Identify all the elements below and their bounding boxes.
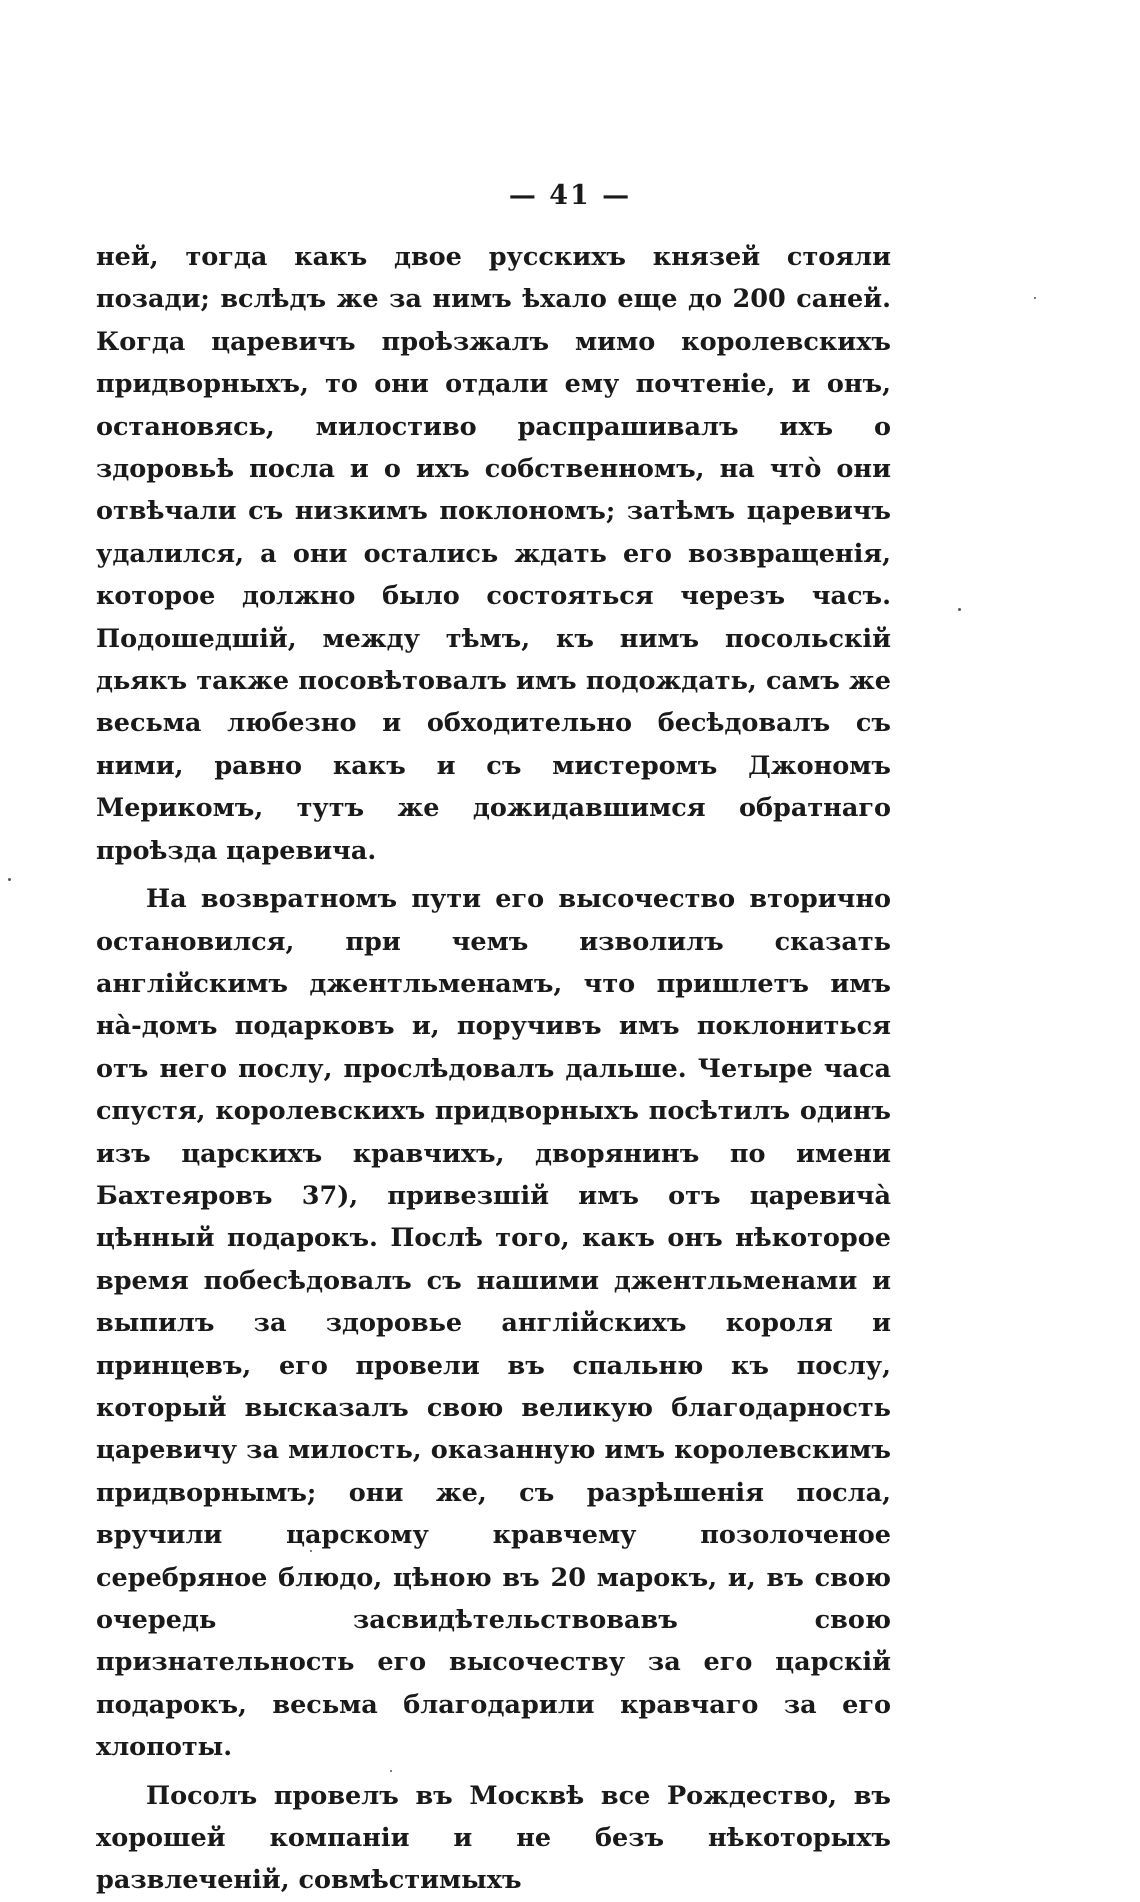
scan-speck bbox=[1034, 297, 1036, 299]
scan-speck bbox=[390, 1770, 392, 1772]
paragraph-1: ней, тогда какъ двое русскихъ князей стояли позади; вслѣдъ же за нимъ ѣхало еще до 200 саней. Когда царевичъ проѣзжалъ мимо королевскихъ придворныхъ, то они отдали ему почтеніе, и онъ, остановясь, милостиво распрашивалъ ихъ о здоровьѣ посла и о ихъ собственномъ, на что̀ они отвѣчали съ низкимъ поклономъ; затѣмъ царевичъ удалился, а они остались ждать его возвращенія, которое должно было состояться черезъ часъ. Подошедшій, между тѣмъ, къ нимъ посольскій дьякъ также посовѣтовалъ имъ подождать, самъ же весьма любезно и обходительно бесѣдовалъ съ ними, равно какъ и съ мистеромъ Джономъ Мерикомъ, тутъ же дожидавшимся обратнаго проѣзда царевича. bbox=[96, 242, 891, 866]
body-text bbox=[96, 236, 891, 1902]
page-number: — 41 — bbox=[508, 180, 632, 211]
scan-speck bbox=[958, 608, 961, 611]
paragraph-2: На возвратномъ пути его высочество вторично остановился, при чемъ изволилъ сказать англійскимъ джентльменамъ, что пришлетъ имъ на̀-домъ подарковъ и, поручивъ имъ поклониться отъ него послу, прослѣдовалъ дальше. Четыре часа спустя, королевскихъ придворныхъ посѣтилъ одинъ изъ царскихъ кравчихъ, дворянинъ по имени Бахтеяровъ 37), привезшій имъ отъ царевича̀ цѣнный подарокъ. Послѣ того, какъ онъ нѣкоторое время побесѣдовалъ съ нашими джентльменами и выпилъ за здоровье англійскихъ короля и принцевъ, его провели въ спальню къ послу, который высказалъ свою великую благодарность царевичу за милость, оказанную имъ королевскимъ придворнымъ; они же, съ разрѣшенія посла, вручили царскому кравчему позолоченое серебряное блюдо, цѣною въ 20 марокъ, и, въ свою очередь засвидѣтельствовавъ свою признательность его высочеству за его царскій подарокъ, весьма благодарили кравчаго за его хлопоты. bbox=[96, 884, 891, 1763]
paragraph-3: Посолъ провелъ въ Москвѣ все Рождество, въ хорошей компаніи и не безъ нѣкоторыхъ развлеченій, совмѣстимыхъ bbox=[96, 1780, 891, 1896]
scan-speck bbox=[310, 1550, 312, 1552]
scan-speck bbox=[8, 878, 11, 881]
